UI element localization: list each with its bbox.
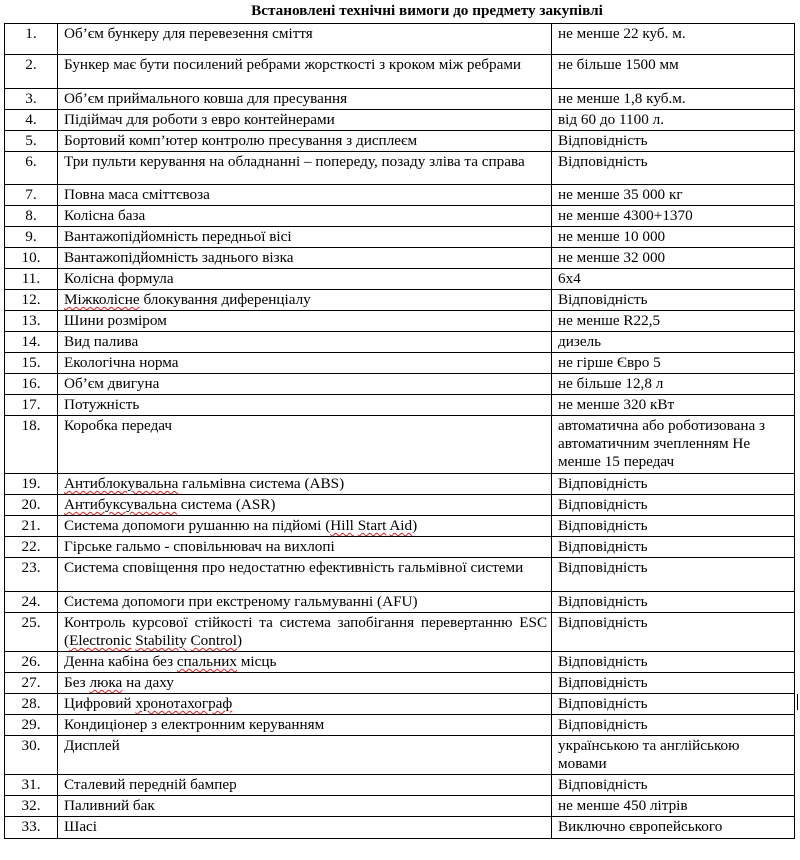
requirement-description: Об’єм двигуна [58, 374, 552, 395]
row-number: 17. [5, 395, 58, 416]
requirement-value: Відповідність [552, 558, 795, 592]
requirement-description: Об’єм бункеру для перевезення сміття [58, 24, 552, 55]
requirements-table [4, 0, 795, 839]
requirement-value: Відповідність [552, 715, 795, 736]
requirement-value: Відповідність [552, 613, 795, 652]
requirement-description: Бортовий комп’ютер контролю пресування з дисплеєм [58, 131, 552, 152]
requirement-description: Колісна база [58, 206, 552, 227]
row-number: 15. [5, 353, 58, 374]
requirement-description: Потужність [58, 395, 552, 416]
row-number: 24. [5, 592, 58, 613]
requirement-value: не менше 35 000 кг [552, 185, 795, 206]
row-number: 33. [5, 817, 58, 839]
requirement-description: Кондиціонер з електронним керуванням [58, 715, 552, 736]
table-row [5, 55, 795, 89]
requirement-value: Відповідність [552, 694, 795, 715]
row-number: 3. [5, 89, 58, 110]
table-row [5, 592, 795, 613]
requirement-value: Відповідність [552, 673, 795, 694]
requirement-description: Сталевий передній бампер [58, 775, 552, 796]
requirement-description: Бункер має бути посилений ребрами жорсткості з кроком між ребрами [58, 55, 552, 89]
requirement-value: дизель [552, 332, 795, 353]
requirement-value: не гірше Євро 5 [552, 353, 795, 374]
requirement-value: автоматична або роботизована з автоматичним зчепленням Не менше 15 передач [552, 416, 795, 474]
row-number: 8. [5, 206, 58, 227]
table-row [5, 311, 795, 332]
requirement-description: Система допомоги при екстреному гальмуванні (AFU) [58, 592, 552, 613]
table-row [5, 374, 795, 395]
requirement-description: Вантажопідйомність передньої вісі [58, 227, 552, 248]
requirement-value: Відповідність [552, 152, 795, 185]
document-page [4, 0, 794, 839]
table-row [5, 332, 795, 353]
row-number: 9. [5, 227, 58, 248]
table-row [5, 152, 795, 185]
requirement-description: Шини розміром [58, 311, 552, 332]
table-row [5, 248, 795, 269]
table-row [5, 673, 795, 694]
requirement-value: Відповідність [552, 652, 795, 673]
requirement-value: Відповідність [552, 592, 795, 613]
requirement-description: Дисплей [58, 736, 552, 775]
requirement-value: не менше 320 кВт [552, 395, 795, 416]
table-row [5, 613, 795, 652]
requirement-description: Цифровий хронотахограф [58, 694, 552, 715]
edge-mark [797, 694, 798, 710]
requirement-value: Відповідність [552, 131, 795, 152]
requirement-description: Коробка передач [58, 416, 552, 474]
requirement-description: Вид палива [58, 332, 552, 353]
row-number: 13. [5, 311, 58, 332]
table-row [5, 775, 795, 796]
table-row [5, 110, 795, 131]
table-row [5, 558, 795, 592]
requirement-description: Підіймач для роботи з евро контейнерами [58, 110, 552, 131]
requirement-description: Шасі [58, 817, 552, 839]
requirement-value: не більше 1500 мм [552, 55, 795, 89]
row-number: 12. [5, 290, 58, 311]
row-number: 10. [5, 248, 58, 269]
row-number: 4. [5, 110, 58, 131]
requirement-description: Система допомоги рушанню на підйомі (Hill Start Aid) [58, 516, 552, 537]
requirement-value: Відповідність [552, 290, 795, 311]
table-row [5, 495, 795, 516]
row-number: 21. [5, 516, 58, 537]
table-row [5, 290, 795, 311]
row-number: 30. [5, 736, 58, 775]
row-number: 26. [5, 652, 58, 673]
requirement-value: не менше 450 літрів [552, 796, 795, 817]
requirement-value: українською та англійською мовами [552, 736, 795, 775]
requirement-value: Відповідність [552, 516, 795, 537]
row-number: 14. [5, 332, 58, 353]
requirement-value: Відповідність [552, 474, 795, 495]
requirement-description: Контроль курсової стійкості та система запобігання перевертанню ESC (Electronic Stability Control) [58, 613, 552, 652]
requirement-value: не менше R22,5 [552, 311, 795, 332]
requirement-value: 6х4 [552, 269, 795, 290]
table-row [5, 817, 795, 839]
table-row [5, 185, 795, 206]
table-row [5, 796, 795, 817]
requirement-description: Антибуксувальна система (ASR) [58, 495, 552, 516]
row-number: 20. [5, 495, 58, 516]
row-number: 29. [5, 715, 58, 736]
row-number: 11. [5, 269, 58, 290]
requirement-value: не менше 4300+1370 [552, 206, 795, 227]
row-number: 16. [5, 374, 58, 395]
row-number: 22. [5, 537, 58, 558]
requirement-description: Повна маса сміттєвоза [58, 185, 552, 206]
table-row [5, 206, 795, 227]
row-number: 28. [5, 694, 58, 715]
table-row [5, 736, 795, 775]
requirement-value: не більше 12,8 л [552, 374, 795, 395]
table-row [5, 694, 795, 715]
row-number: 25. [5, 613, 58, 652]
requirement-description: Міжколісне блокування диференціалу [58, 290, 552, 311]
requirement-description: Вантажопідйомність заднього візка [58, 248, 552, 269]
requirement-value: не менше 1,8 куб.м. [552, 89, 795, 110]
table-row [5, 652, 795, 673]
requirement-description: Об’єм приймального ковша для пресування [58, 89, 552, 110]
requirement-value: Відповідність [552, 537, 795, 558]
row-number: 18. [5, 416, 58, 474]
table-row [5, 89, 795, 110]
table-row [5, 416, 795, 474]
row-number: 6. [5, 152, 58, 185]
requirement-value: не менше 32 000 [552, 248, 795, 269]
row-number: 31. [5, 775, 58, 796]
table-header-row [5, 0, 795, 24]
table-row [5, 131, 795, 152]
row-number: 2. [5, 55, 58, 89]
row-number: 27. [5, 673, 58, 694]
row-number: 23. [5, 558, 58, 592]
requirement-description: Колісна формула [58, 269, 552, 290]
table-row [5, 227, 795, 248]
table-title: Встановлені технічні вимоги до предмету закупівлі [58, 0, 795, 24]
requirement-description: Гірське гальмо - сповільнювач на вихлопі [58, 537, 552, 558]
table-row [5, 474, 795, 495]
requirement-description: Екологічна норма [58, 353, 552, 374]
row-number: 19. [5, 474, 58, 495]
requirement-value: Відповідність [552, 775, 795, 796]
table-row [5, 715, 795, 736]
table-row [5, 353, 795, 374]
table-row [5, 24, 795, 55]
table-row [5, 269, 795, 290]
requirement-value: Виключно європейського [552, 817, 795, 839]
requirement-description: Система сповіщення про недостатню ефективність гальмівної системи [58, 558, 552, 592]
requirement-value: Відповідність [552, 495, 795, 516]
row-number: 5. [5, 131, 58, 152]
table-row [5, 395, 795, 416]
header-blank-cell [5, 0, 58, 24]
requirement-description: Три пульти керування на обладнанні – попереду, позаду зліва та справа [58, 152, 552, 185]
requirement-value: не менше 22 куб. м. [552, 24, 795, 55]
requirement-value: не менше 10 000 [552, 227, 795, 248]
row-number: 7. [5, 185, 58, 206]
requirement-description: Антиблокувальна гальмівна система (ABS) [58, 474, 552, 495]
requirement-value: від 60 до 1100 л. [552, 110, 795, 131]
requirement-description: Паливний бак [58, 796, 552, 817]
row-number: 1. [5, 24, 58, 55]
requirement-description: Денна кабіна без спальних місць [58, 652, 552, 673]
table-row [5, 537, 795, 558]
row-number: 32. [5, 796, 58, 817]
requirement-description: Без люка на даху [58, 673, 552, 694]
table-row [5, 516, 795, 537]
